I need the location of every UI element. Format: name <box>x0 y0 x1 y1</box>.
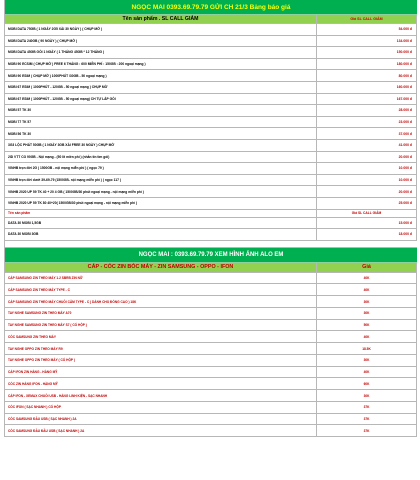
top-banner-text: NGỌC MAI 0393.69.79.79 GỬI CH 21/3 Bảng báo giá <box>131 3 291 11</box>
table-row <box>5 163 417 175</box>
item-price: 10.000 đ <box>317 163 417 174</box>
item-price: 18.5K <box>317 343 417 354</box>
table-row <box>5 186 417 198</box>
item-price: 50K <box>317 320 417 331</box>
item-name: DATA 30 MOBI 1,5GB <box>5 218 317 229</box>
item-name: MOBI 57 TK 30 <box>5 105 317 116</box>
table-row <box>5 229 417 241</box>
item-price: 37K <box>317 402 417 413</box>
item-name: CÁP SAMSUNG ZIN THEO MÁY CHUỖI CẢM TYPE - C ( DÀNH CHO ĐÓNG CAO ) 18K <box>5 296 317 307</box>
item-name: CÓC ZIN HÀNG IFON - HÀNG MỸ <box>5 378 317 389</box>
item-name: CÁP IFON ZIN HÀNG - HÀNG MỸ <box>5 367 317 378</box>
table-row <box>5 24 417 36</box>
item-name: VINHB 2020 UP 59 TK 80 40+20( 1500GB/30 phút ngoại mạng - nội mạng miễn phí ) <box>5 198 317 209</box>
item-name: MOBI 77 TK 57 <box>5 117 317 128</box>
item-price: 40K <box>317 367 417 378</box>
item-name: CÓC SAMSUNG ZIN THEO MÁY <box>5 331 317 342</box>
item-name: MOBI 56 TK 30 <box>5 128 317 139</box>
table-row <box>5 59 417 71</box>
item-price: 134.000 đ <box>317 36 417 47</box>
item-name: MOBI 67 ESIM ( 1000PHÚT - 120GB - 50 ngoại mạng ) CHỤP MỜ <box>5 82 317 93</box>
item-name: TAY NGHE OPPO ZIN THEO MÁY ( CÓ HỘP ) <box>5 355 317 366</box>
table-row <box>5 117 417 129</box>
top-banner <box>5 0 417 15</box>
item-price: 37.000 đ <box>317 128 417 139</box>
price-sheet <box>4 0 417 437</box>
item-name: CÓC SAMSUNG ĐẦU ĐẦU USB ( SẠC NHANH ) 2A <box>5 425 317 436</box>
item-name: TAY NGHE SAMSUNG ZIN THEO MÁY S7 ( CÓ HỘP ) <box>5 320 317 331</box>
item-name: CÁP IFON - XEMAX CHUỖI USB - HÀNG LINH KIỆN - SẠC NHANH <box>5 390 317 401</box>
item-price: 160.000 đ <box>317 82 417 93</box>
table-row <box>5 390 417 402</box>
item-name: VINHB trọn đời dưới 39-69-79 (1500GB- nội mạng miễn phí ) ( ngọc 117 ) <box>5 175 317 186</box>
item-name: CÓC IFON ( SẠC NHANH ) CÓ HỘP <box>5 402 317 413</box>
item-price: 20.000 đ <box>317 152 417 163</box>
table-row <box>5 70 417 82</box>
table-row <box>5 414 417 426</box>
spacer-row <box>5 241 417 248</box>
header-price: Giá SL CALL GIẢM <box>317 15 417 23</box>
accessory-header-price: Giá <box>317 263 417 272</box>
item-price: 30K <box>317 390 417 401</box>
item-price: 37K <box>317 414 417 425</box>
item-name: MOBI 67 ESIM ( 1000PHÚT - 120GB - 50 ngoại mạng) CH TỰ LẮP GÓI <box>5 94 317 105</box>
table-row <box>5 355 417 367</box>
table-row <box>5 128 417 140</box>
item-name: DATA 30 MOBI 3GB <box>5 229 317 240</box>
mid-banner <box>5 248 417 263</box>
item-price: 80.000 đ <box>317 70 417 81</box>
mid-banner-text: NGỌC MAI : 0393.69.79.79 XEM HÌNH ẢNH ALO EM <box>138 251 284 258</box>
item-price: 40K <box>317 273 417 284</box>
table-row <box>5 402 417 414</box>
item-price: 28.000 đ <box>317 105 417 116</box>
item-price: 167.000 đ <box>317 94 417 105</box>
table-row <box>5 284 417 296</box>
item-name: MOBI DATA 75GB ( 1 NGÀY 2G5 XÀI 30 NGÀY ) ( CHỤP MỜ ) <box>5 24 317 35</box>
table-row <box>5 308 417 320</box>
item-price: 60K <box>317 378 417 389</box>
table-row <box>5 378 417 390</box>
accessory-list <box>5 273 417 438</box>
table-row <box>5 47 417 59</box>
table-row <box>5 273 417 285</box>
table-row <box>5 425 417 437</box>
table-row <box>5 331 417 343</box>
item-name: VINHB 2020 UP 59 TK 40 + 20 4 GB ( 1500GB/30 phút ngoại mạng - nội mạng miễn phí ) <box>5 186 317 197</box>
item-price: 180.000 đ <box>317 59 417 70</box>
item-price: 41.000 đ <box>317 140 417 151</box>
item-price: 30K <box>317 296 417 307</box>
table-row <box>5 140 417 152</box>
item-price: 30K <box>317 308 417 319</box>
sub-header <box>5 210 417 218</box>
item-price: 23.000 đ <box>317 117 417 128</box>
item-name: MOBI 90 ESIM ( CHỤP MỜ ) 1000PHÚT /30GB - 50 ngoại mạng ) <box>5 70 317 81</box>
header-product-name: Tên sản phẩm . SL CALL GIẢM <box>5 15 317 23</box>
item-name: 3G3 LỘC PHÁT 50GB ( 1 NGÀY 3GB XÀI FREE 30 NGÀY ) CHỤP MỜ <box>5 140 317 151</box>
item-name: MOBI DATA 45GB GÓI 1 NGÀY ( 1 THÁNG 45GB * 12 THÁNG ) <box>5 47 317 58</box>
table-row <box>5 36 417 48</box>
accessory-header <box>5 263 417 273</box>
table-row <box>5 218 417 230</box>
item-name: TAY NGHE OPPO ZIN THEO MÁY R9 <box>5 343 317 354</box>
item-price: 150.000 đ <box>317 47 417 58</box>
item-price: 20.000 đ <box>317 186 417 197</box>
table-row <box>5 367 417 379</box>
table-row <box>5 296 417 308</box>
item-price: 18.000 đ <box>317 229 417 240</box>
item-name: VINHB trọn đời 2G ( 1500GB - nội mạng miễn phí ) ( ngọc 79 ) <box>5 163 317 174</box>
table-row <box>5 82 417 94</box>
item-name: MOBI 90 ECSIM ( CHỤP MỜ ) FREE 6 THÁNG : 600 MIỀN PHÍ : 150GB : 200 ngoại mạng ) <box>5 59 317 70</box>
item-price: 10.000 đ <box>317 175 417 186</box>
item-price: 25.000 đ <box>317 198 417 209</box>
table-row <box>5 94 417 106</box>
table-row <box>5 343 417 355</box>
item-price: 37K <box>317 425 417 436</box>
item-name: 2ID VTT CO 90GB - Nội mạng - (50 lit miền phí ) (nhắn tin tìm gói) <box>5 152 317 163</box>
table-row <box>5 320 417 332</box>
item-price: 40K <box>317 284 417 295</box>
item-name: MOBI DATA 240GB ( 90 NGÀY ) ( CHỤP MỜ ) <box>5 36 317 47</box>
table-header <box>5 15 417 24</box>
product-list <box>5 24 417 210</box>
data-list <box>5 218 417 241</box>
sub-header-name: Tên sản phẩm <box>5 210 317 217</box>
accessory-header-name: CÁP - CÓC ZIN BÓC MÁY - ZIN SAMSUNG - OPPO - IFON <box>5 263 317 272</box>
table-row <box>5 152 417 164</box>
item-price: 40K <box>317 331 417 342</box>
sub-header-price: Giá SL CALL GIẢM <box>317 210 417 217</box>
item-name: CÓC SAMSUNG ĐẦU USB ( SẠC NHANH ) 2A <box>5 414 317 425</box>
item-price: 15.000 đ <box>317 218 417 229</box>
item-name: CÁP SAMSUNG ZIN THEO MÁY TYPE - C <box>5 284 317 295</box>
table-row <box>5 198 417 210</box>
item-name: TAY NGHE SAMSUNG ZIN THEO MÁY A70 <box>5 308 317 319</box>
table-row <box>5 105 417 117</box>
table-row <box>5 175 417 187</box>
item-price: 54.000 đ <box>317 24 417 35</box>
item-price: 30K <box>317 355 417 366</box>
item-name: CÁP SAMSUNG ZIN THEO MÁY 1.2 SBRB ZIN NỮ <box>5 273 317 284</box>
